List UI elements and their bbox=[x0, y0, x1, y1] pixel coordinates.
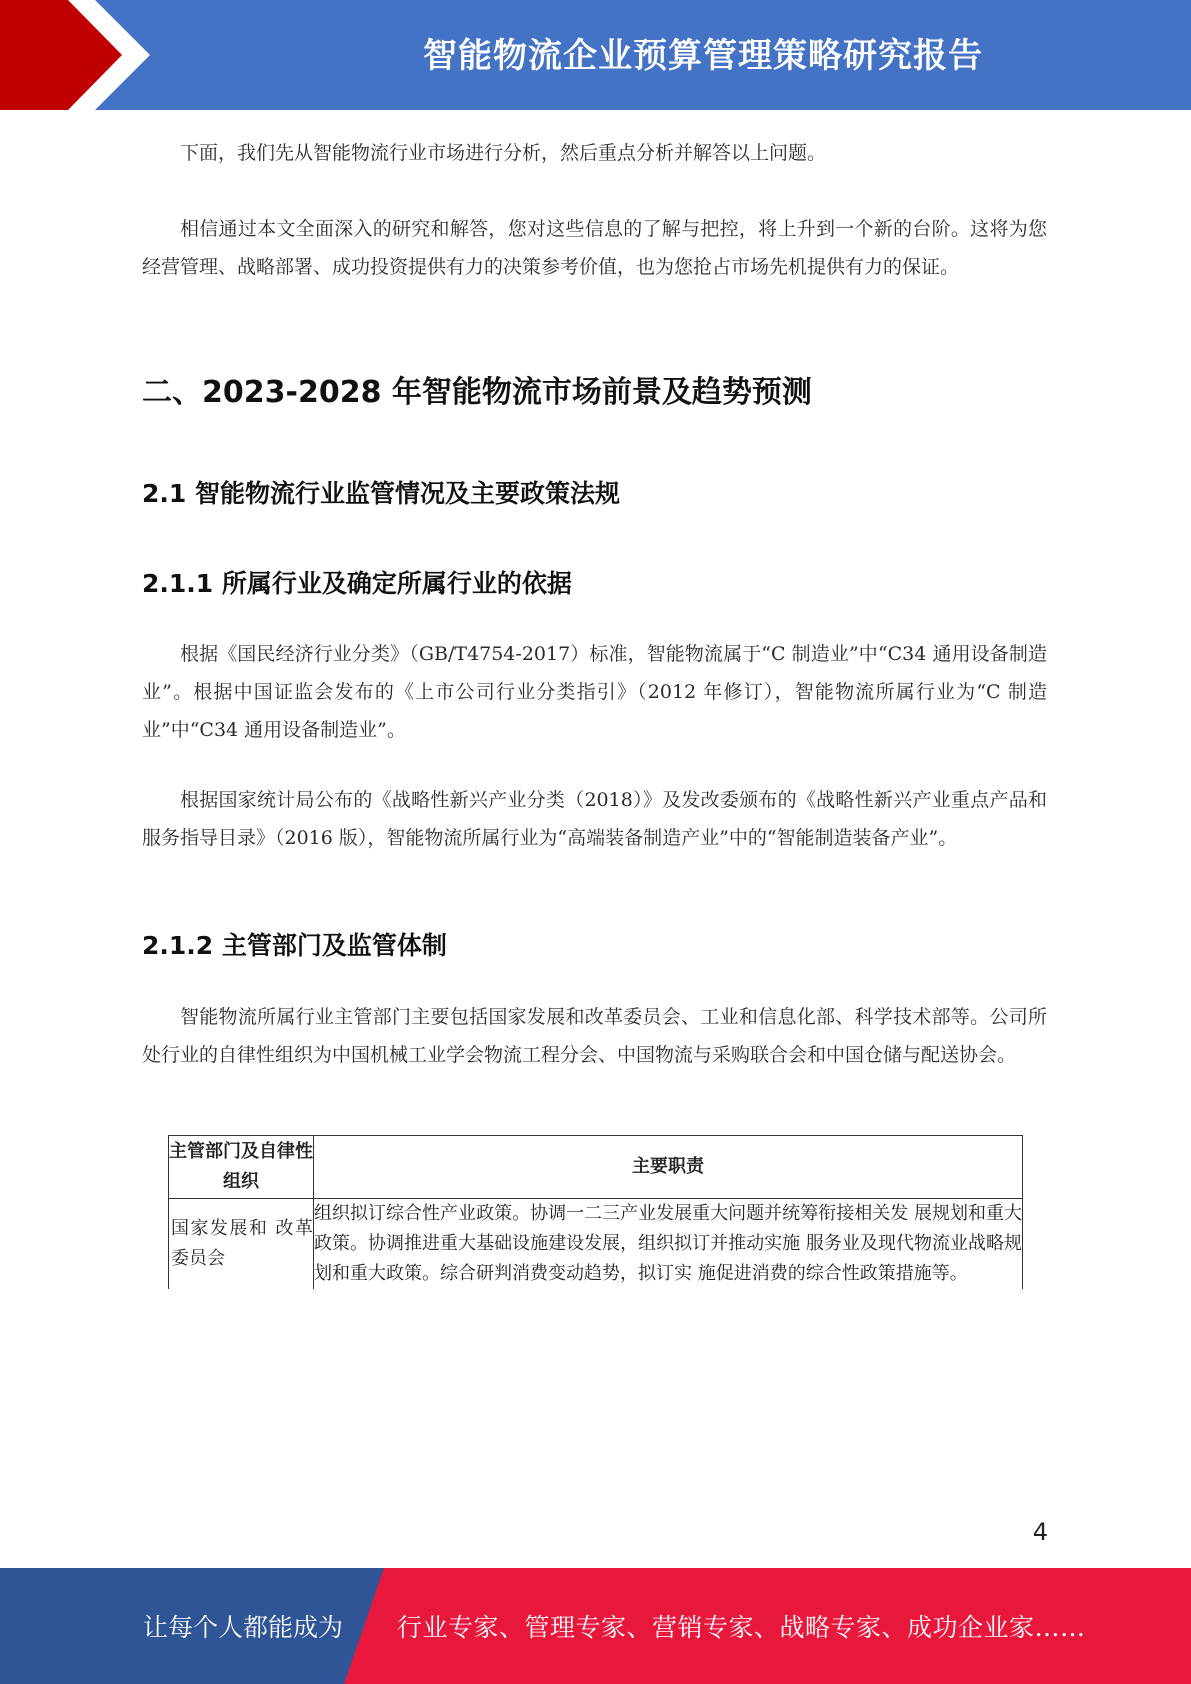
table-header-row bbox=[169, 1136, 1023, 1199]
page-number: 4 bbox=[1032, 1518, 1048, 1546]
intro-section-2 bbox=[142, 210, 1047, 286]
duties-cell: 组织拟订综合性产业政策。协调一二三产业发展重大问题并统筹衔接相关发 展规划和重大政策。协调推进重大基础设施建设发展，组织拟订并推动实施 服务业及现代物流业战略规划和重大政策。综合研判消费变动趋势，拟订实 施促进消费的综合性政策措施等。 bbox=[314, 1199, 1023, 1290]
section-2-1-heading: 2.1 智能物流行业监管情况及主要政策法规 bbox=[142, 479, 620, 508]
report-title: 智能物流企业预算管理策略研究报告 bbox=[423, 36, 983, 76]
table-row bbox=[169, 1199, 1023, 1290]
regulator-duties-table bbox=[168, 1135, 1023, 1289]
column-header-duties: 主要职责 bbox=[314, 1136, 1023, 1199]
section-2-1-2-body bbox=[142, 998, 1047, 1074]
section-2-1-1-heading: 2.1.1 所属行业及确定所属行业的依据 bbox=[142, 569, 572, 598]
industry-classification-paragraph-2: 根据国家统计局公布的《战略性新兴产业分类（2018）》及发改委颁布的《战略性新兴产业重点产品和服务指导目录》（2016 版），智能物流所属行业为“高端装备制造产业”中的“智能制造装备产业”。 bbox=[142, 789, 1047, 849]
section-2-1-1-body-2 bbox=[142, 781, 1047, 857]
footer-slogan-left: 让每个人都能成为 bbox=[143, 1613, 344, 1642]
industry-classification-paragraph-1: 根据《国民经济行业分类》（GB/T4754-2017）标准，智能物流属于“C 制造业”中“C34 通用设备制造业”。根据中国证监会发布的《上市公司行业分类指引》（2012 年修订），智能物流所属行业为“C 制造业”中“C34 通用设备制造业”。 bbox=[142, 643, 1047, 741]
report-footer bbox=[0, 1568, 1191, 1684]
section-2-1-1-body bbox=[142, 635, 1047, 749]
section-2-heading: 二、2023-2028 年智能物流市场前景及趋势预测 bbox=[142, 375, 812, 410]
section-2-1-2-heading: 2.1.2 主管部门及监管体制 bbox=[142, 931, 447, 960]
regulator-paragraph: 智能物流所属行业主管部门主要包括国家发展和改革委员会、工业和信息化部、科学技术部等。公司所处行业的自律性组织为中国机械工业学会物流工程分会、中国物流与采购联合会和中国仓储与配送协会。 bbox=[142, 1006, 1047, 1066]
intro-paragraph-1: 下面，我们先从智能物流行业市场进行分析，然后重点分析并解答以上问题。 bbox=[180, 142, 827, 164]
report-header bbox=[0, 0, 1191, 110]
intro-section bbox=[142, 134, 1047, 172]
intro-paragraph-2: 相信通过本文全面深入的研究和解答，您对这些信息的了解与把控，将上升到一个新的台阶。这将为您经营管理、战略部署、成功投资提供有力的决策参考价值，也为您抢占市场先机提供有力的保证。 bbox=[142, 218, 1047, 278]
column-header-department: 主管部门及自律性组织 bbox=[169, 1136, 314, 1199]
footer-slogan-right: 行业专家、管理专家、营销专家、战略专家、成功企业家…… bbox=[397, 1613, 1086, 1642]
department-cell: 国家发展和 改革委员会 bbox=[169, 1199, 314, 1290]
